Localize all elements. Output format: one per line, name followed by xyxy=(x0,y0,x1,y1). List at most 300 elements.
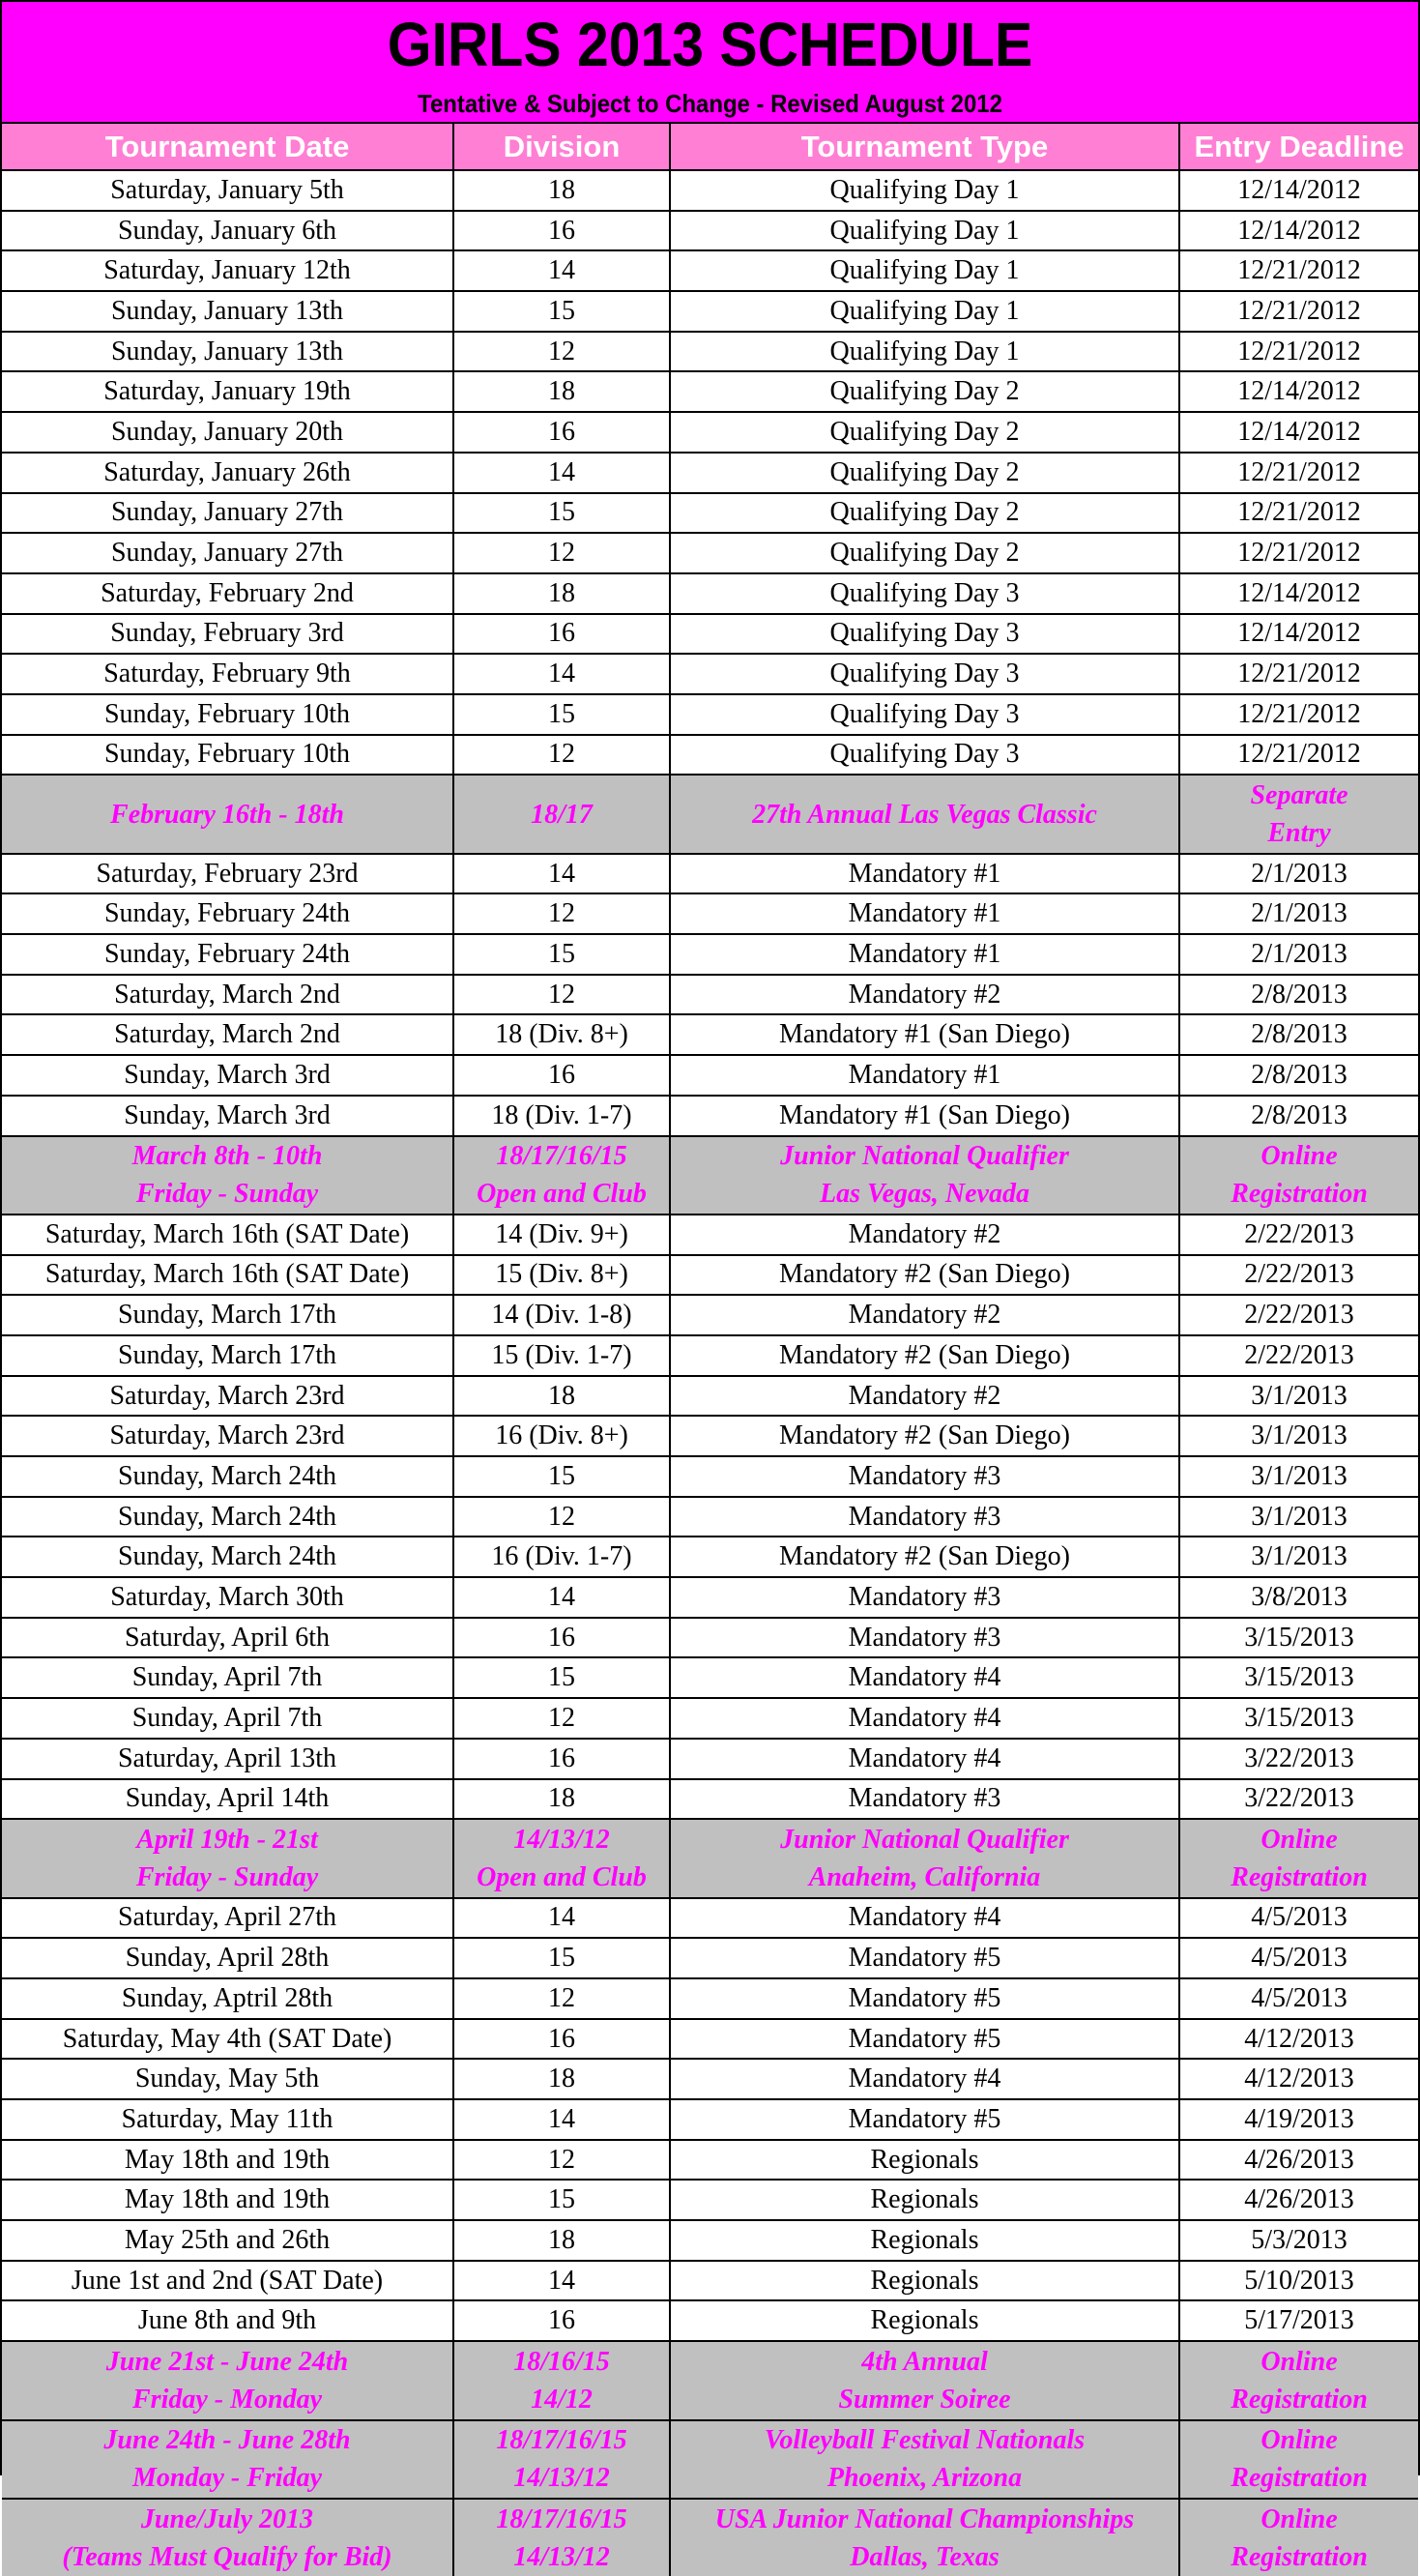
cell-type: Qualifying Day 3 xyxy=(670,573,1179,614)
cell-date-line: Friday - Sunday xyxy=(135,1861,319,1892)
cell-division xyxy=(453,2341,670,2419)
header-tournament-type: Tournament Type xyxy=(670,124,1179,170)
cell-division: 14 xyxy=(453,453,670,493)
cell-division: 14 xyxy=(453,2261,670,2301)
cell-division: 18 xyxy=(453,170,670,211)
cell-type: Regionals xyxy=(670,2220,1179,2261)
cell-division: 15 xyxy=(453,291,670,332)
cell-date: Saturday, January 26th xyxy=(2,453,453,493)
cell-deadline: 3/15/2013 xyxy=(1179,1618,1418,1658)
cell-date: May 18th and 19th xyxy=(2,2140,453,2181)
cell-type xyxy=(670,775,1179,853)
table-row xyxy=(2,1255,1418,1296)
table-row xyxy=(2,893,1418,934)
cell-division-line: 18/17/16/15 xyxy=(496,1141,627,1172)
cell-deadline: 2/8/2013 xyxy=(1179,1014,1418,1055)
cell-division: 12 xyxy=(453,1698,670,1739)
cell-date: Saturday, March 2nd xyxy=(2,975,453,1015)
cell-date: Sunday, May 5th xyxy=(2,2059,453,2099)
schedule-rows xyxy=(2,170,1418,2576)
cell-division-line: 14/13/12 xyxy=(513,1824,610,1855)
cell-type: Mandatory #4 xyxy=(670,1698,1179,1739)
cell-date: Sunday, February 3rd xyxy=(2,614,453,655)
cell-deadline: 12/21/2012 xyxy=(1179,533,1418,573)
cell-type: Regionals xyxy=(670,2300,1179,2341)
cell-division-line: Open and Club xyxy=(477,1861,647,1892)
cell-deadline: 4/12/2013 xyxy=(1179,2059,1418,2099)
cell-type xyxy=(670,2499,1179,2576)
cell-division: 18 xyxy=(453,1376,670,1417)
cell-deadline xyxy=(1179,775,1418,853)
cell-type: Qualifying Day 2 xyxy=(670,371,1179,412)
cell-division: 16 (Div. 1-7) xyxy=(453,1537,670,1577)
cell-date: Sunday, March 3rd xyxy=(2,1055,453,1096)
cell-date: Sunday, January 13th xyxy=(2,291,453,332)
table-row xyxy=(2,934,1418,975)
cell-division xyxy=(453,1136,670,1215)
table-row xyxy=(2,1938,1418,1978)
cell-date: Saturday, May 11th xyxy=(2,2099,453,2140)
cell-division: 16 xyxy=(453,1739,670,1779)
cell-division xyxy=(453,1819,670,1897)
cell-date: Sunday, March 24th xyxy=(2,1537,453,1577)
cell-division: 18 (Div. 1-7) xyxy=(453,1096,670,1136)
cell-deadline: 2/22/2013 xyxy=(1179,1255,1418,1296)
cell-date: May 18th and 19th xyxy=(2,2180,453,2220)
cell-deadline: 2/22/2013 xyxy=(1179,1215,1418,1255)
cell-date-line: Friday - Sunday xyxy=(135,1179,319,1210)
cell-type: Qualifying Day 2 xyxy=(670,412,1179,453)
cell-deadline: 2/1/2013 xyxy=(1179,893,1418,934)
cell-division: 12 xyxy=(453,533,670,573)
cell-deadline xyxy=(1179,1136,1418,1215)
table-row xyxy=(2,170,1418,211)
cell-type: Mandatory #2 xyxy=(670,975,1179,1015)
cell-type: Qualifying Day 3 xyxy=(670,654,1179,694)
cell-division xyxy=(453,2420,670,2499)
cell-division: 12 xyxy=(453,735,670,776)
cell-type: Mandatory #2 (San Diego) xyxy=(670,1255,1179,1296)
cell-deadline: 5/10/2013 xyxy=(1179,2261,1418,2301)
cell-division: 14 xyxy=(453,1577,670,1618)
table-row xyxy=(2,1014,1418,1055)
cell-date: Saturday, February 23rd xyxy=(2,854,453,894)
cell-division: 15 xyxy=(453,1657,670,1698)
cell-type: Mandatory #5 xyxy=(670,2099,1179,2140)
cell-type: Mandatory #4 xyxy=(670,1657,1179,1698)
cell-deadline: 3/1/2013 xyxy=(1179,1416,1418,1456)
cell-deadline: 5/17/2013 xyxy=(1179,2300,1418,2341)
cell-type-line: Anaheim, California xyxy=(808,1861,1041,1892)
cell-deadline: 4/12/2013 xyxy=(1179,2019,1418,2060)
cell-division-line: Open and Club xyxy=(477,1179,647,1210)
cell-deadline xyxy=(1179,1819,1418,1897)
cell-deadline: 3/22/2013 xyxy=(1179,1739,1418,1779)
cell-date xyxy=(2,1136,453,1215)
table-row xyxy=(2,250,1418,291)
event-row xyxy=(2,2420,1418,2499)
cell-date-line: March 8th - 10th xyxy=(131,1141,323,1172)
cell-type: Qualifying Day 2 xyxy=(670,533,1179,573)
cell-date: Saturday, February 9th xyxy=(2,654,453,694)
cell-division: 16 xyxy=(453,614,670,655)
cell-date: Sunday, March 24th xyxy=(2,1497,453,1537)
cell-date: Sunday, January 27th xyxy=(2,493,453,534)
cell-date-line: June/July 2013 xyxy=(140,2503,314,2534)
cell-division: 14 (Div. 1-8) xyxy=(453,1295,670,1335)
cell-date: Saturday, January 12th xyxy=(2,250,453,291)
cell-deadline-line: Online xyxy=(1261,2346,1338,2377)
cell-division-line: 18/16/15 xyxy=(513,2346,610,2377)
cell-type: Mandatory #5 xyxy=(670,1938,1179,1978)
event-row xyxy=(2,775,1418,853)
cell-type: Qualifying Day 1 xyxy=(670,211,1179,251)
cell-type: Mandatory #3 xyxy=(670,1497,1179,1537)
cell-type: Qualifying Day 2 xyxy=(670,493,1179,534)
table-row xyxy=(2,2261,1418,2301)
cell-deadline-line: Registration xyxy=(1231,2463,1368,2494)
cell-division: 18 xyxy=(453,573,670,614)
event-row xyxy=(2,1136,1418,1215)
table-row xyxy=(2,1335,1418,1376)
cell-type: Regionals xyxy=(670,2180,1179,2220)
cell-type-line: Dallas, Texas xyxy=(850,2541,1000,2572)
table-row xyxy=(2,2140,1418,2181)
table-row xyxy=(2,694,1418,735)
cell-type: Mandatory #2 (San Diego) xyxy=(670,1335,1179,1376)
cell-division: 15 xyxy=(453,1938,670,1978)
table-row xyxy=(2,1898,1418,1939)
cell-division: 12 xyxy=(453,975,670,1015)
table-row xyxy=(2,854,1418,894)
cell-division-line: 14/13/12 xyxy=(513,2541,610,2572)
table-row xyxy=(2,1096,1418,1136)
cell-division-line: 18/17 xyxy=(531,799,593,830)
cell-division: 12 xyxy=(453,2140,670,2181)
cell-date: Sunday, January 13th xyxy=(2,332,453,372)
table-row xyxy=(2,1497,1418,1537)
cell-deadline-line: Registration xyxy=(1231,2541,1368,2572)
cell-type-line: 4th Annual xyxy=(861,2346,988,2377)
cell-type: Qualifying Day 3 xyxy=(670,614,1179,655)
cell-date: Saturday, January 19th xyxy=(2,371,453,412)
table-row xyxy=(2,614,1418,655)
cell-deadline: 12/21/2012 xyxy=(1179,291,1418,332)
cell-date: Saturday, May 4th (SAT Date) xyxy=(2,2019,453,2060)
cell-date: Saturday, April 13th xyxy=(2,1739,453,1779)
cell-deadline: 5/3/2013 xyxy=(1179,2220,1418,2261)
cell-type-line: Las Vegas, Nevada xyxy=(820,1179,1029,1210)
cell-date xyxy=(2,775,453,853)
cell-date-line: Monday - Friday xyxy=(132,2463,322,2494)
table-row xyxy=(2,493,1418,534)
table-row xyxy=(2,211,1418,251)
cell-deadline xyxy=(1179,2420,1418,2499)
cell-date: Saturday, April 27th xyxy=(2,1898,453,1939)
cell-date: Saturday, March 30th xyxy=(2,1577,453,1618)
cell-type: Regionals xyxy=(670,2140,1179,2181)
cell-type: Qualifying Day 1 xyxy=(670,291,1179,332)
cell-type xyxy=(670,2341,1179,2419)
cell-division: 18 xyxy=(453,2220,670,2261)
cell-deadline: 2/1/2013 xyxy=(1179,854,1418,894)
cell-deadline: 12/21/2012 xyxy=(1179,654,1418,694)
cell-date: Sunday, Aptril 28th xyxy=(2,1978,453,2019)
cell-division: 15 xyxy=(453,2180,670,2220)
cell-date-line: Friday - Monday xyxy=(132,2384,322,2415)
cell-division: 14 xyxy=(453,1898,670,1939)
cell-date: Sunday, April 14th xyxy=(2,1779,453,1820)
title-block xyxy=(2,2,1418,124)
cell-type: Mandatory #5 xyxy=(670,2019,1179,2060)
cell-date: June 8th and 9th xyxy=(2,2300,453,2341)
table-row xyxy=(2,1537,1418,1577)
cell-date xyxy=(2,2420,453,2499)
cell-deadline: 4/5/2013 xyxy=(1179,1978,1418,2019)
event-row xyxy=(2,2499,1418,2576)
header-tournament-date: Tournament Date xyxy=(2,124,453,170)
table-row xyxy=(2,1577,1418,1618)
table-row xyxy=(2,371,1418,412)
cell-deadline-line: Separate xyxy=(1250,780,1348,810)
cell-date: Sunday, January 20th xyxy=(2,412,453,453)
cell-deadline: 4/26/2013 xyxy=(1179,2180,1418,2220)
cell-date: June 1st and 2nd (SAT Date) xyxy=(2,2261,453,2301)
cell-deadline: 2/8/2013 xyxy=(1179,975,1418,1015)
table-row xyxy=(2,1698,1418,1739)
cell-deadline-line: Online xyxy=(1261,1141,1338,1172)
cell-deadline: 4/19/2013 xyxy=(1179,2099,1418,2140)
cell-type: Mandatory #1 xyxy=(670,854,1179,894)
cell-division: 15 xyxy=(453,493,670,534)
cell-division: 14 xyxy=(453,654,670,694)
cell-date: Saturday, March 16th (SAT Date) xyxy=(2,1215,453,1255)
cell-date: Sunday, February 10th xyxy=(2,735,453,776)
cell-deadline-line: Registration xyxy=(1231,2384,1368,2415)
cell-date: Sunday, January 27th xyxy=(2,533,453,573)
cell-type: Mandatory #2 xyxy=(670,1295,1179,1335)
table-row xyxy=(2,735,1418,776)
cell-date xyxy=(2,1819,453,1897)
header-row xyxy=(2,124,1418,170)
table-row xyxy=(2,1657,1418,1698)
cell-date: Saturday, January 5th xyxy=(2,170,453,211)
cell-type-line: Junior National Qualifier xyxy=(780,1824,1069,1855)
cell-division: 18 xyxy=(453,1779,670,1820)
cell-division: 14 (Div. 9+) xyxy=(453,1215,670,1255)
cell-division: 16 xyxy=(453,412,670,453)
cell-deadline: 3/1/2013 xyxy=(1179,1537,1418,1577)
cell-date: Saturday, March 23rd xyxy=(2,1376,453,1417)
cell-type-line: Summer Soiree xyxy=(838,2384,1011,2415)
cell-division: 16 xyxy=(453,2300,670,2341)
cell-division: 14 xyxy=(453,250,670,291)
cell-type: Qualifying Day 1 xyxy=(670,170,1179,211)
cell-date: Sunday, March 17th xyxy=(2,1295,453,1335)
cell-deadline: 3/15/2013 xyxy=(1179,1698,1418,1739)
cell-date: Sunday, March 3rd xyxy=(2,1096,453,1136)
cell-deadline: 2/1/2013 xyxy=(1179,934,1418,975)
cell-deadline-line: Registration xyxy=(1231,1861,1368,1892)
cell-type: Qualifying Day 1 xyxy=(670,332,1179,372)
cell-date xyxy=(2,2341,453,2419)
cell-division-line: 18/17/16/15 xyxy=(496,2425,627,2456)
cell-division: 12 xyxy=(453,893,670,934)
cell-deadline xyxy=(1179,2341,1418,2419)
cell-type: Mandatory #3 xyxy=(670,1577,1179,1618)
cell-division: 15 xyxy=(453,694,670,735)
cell-deadline: 4/5/2013 xyxy=(1179,1898,1418,1939)
cell-date: Sunday, March 17th xyxy=(2,1335,453,1376)
cell-deadline: 12/21/2012 xyxy=(1179,735,1418,776)
cell-type-line: 27th Annual Las Vegas Classic xyxy=(752,799,1097,830)
cell-division: 15 (Div. 1-7) xyxy=(453,1335,670,1376)
cell-type-line: Junior National Qualifier xyxy=(780,1141,1069,1172)
cell-date: Sunday, April 28th xyxy=(2,1938,453,1978)
cell-division: 16 xyxy=(453,1618,670,1658)
cell-deadline: 12/21/2012 xyxy=(1179,250,1418,291)
table-row xyxy=(2,1779,1418,1820)
cell-division: 16 xyxy=(453,1055,670,1096)
page-subtitle: Tentative & Subject to Change - Revised August 2012 xyxy=(418,89,1002,118)
table-row xyxy=(2,291,1418,332)
cell-deadline: 3/1/2013 xyxy=(1179,1376,1418,1417)
cell-deadline-line: Online xyxy=(1261,2503,1338,2534)
cell-type: Qualifying Day 2 xyxy=(670,453,1179,493)
cell-deadline: 4/26/2013 xyxy=(1179,2140,1418,2181)
table-row xyxy=(2,1456,1418,1497)
cell-deadline: 3/15/2013 xyxy=(1179,1657,1418,1698)
header-entry-deadline: Entry Deadline xyxy=(1179,124,1418,170)
table-row xyxy=(2,975,1418,1015)
cell-type: Regionals xyxy=(670,2261,1179,2301)
cell-deadline: 4/5/2013 xyxy=(1179,1938,1418,1978)
cell-deadline-line: Entry xyxy=(1267,818,1331,848)
cell-type: Qualifying Day 3 xyxy=(670,735,1179,776)
cell-date: Sunday, April 7th xyxy=(2,1657,453,1698)
cell-division-line: 14/13/12 xyxy=(513,2463,610,2494)
cell-division: 14 xyxy=(453,854,670,894)
event-row xyxy=(2,1819,1418,1897)
cell-type: Mandatory #2 xyxy=(670,1215,1179,1255)
cell-type: Mandatory #1 xyxy=(670,934,1179,975)
header-division: Division xyxy=(453,124,670,170)
cell-deadline-line: Online xyxy=(1261,2425,1338,2456)
cell-deadline xyxy=(1179,2499,1418,2576)
cell-division: 15 xyxy=(453,934,670,975)
table-row xyxy=(2,2019,1418,2060)
cell-date: Sunday, April 7th xyxy=(2,1698,453,1739)
cell-date-line: April 19th - 21st xyxy=(136,1824,318,1855)
cell-division: 16 (Div. 8+) xyxy=(453,1416,670,1456)
table-row xyxy=(2,1295,1418,1335)
table-row xyxy=(2,332,1418,372)
cell-deadline-line: Registration xyxy=(1231,1179,1368,1210)
table-row xyxy=(2,1055,1418,1096)
cell-date: Saturday, April 6th xyxy=(2,1618,453,1658)
cell-type: Mandatory #3 xyxy=(670,1618,1179,1658)
event-row xyxy=(2,2341,1418,2419)
cell-deadline: 2/8/2013 xyxy=(1179,1055,1418,1096)
cell-type xyxy=(670,1819,1179,1897)
cell-division: 15 xyxy=(453,1456,670,1497)
cell-date: Saturday, March 23rd xyxy=(2,1416,453,1456)
cell-type: Mandatory #3 xyxy=(670,1779,1179,1820)
cell-type-line: Volleyball Festival Nationals xyxy=(764,2425,1086,2456)
cell-deadline: 12/21/2012 xyxy=(1179,332,1418,372)
table-row xyxy=(2,1376,1418,1417)
cell-date: Sunday, March 24th xyxy=(2,1456,453,1497)
cell-deadline: 2/22/2013 xyxy=(1179,1295,1418,1335)
table-row xyxy=(2,1978,1418,2019)
cell-type xyxy=(670,2420,1179,2499)
cell-division: 16 xyxy=(453,2019,670,2060)
table-row xyxy=(2,1618,1418,1658)
cell-date: Saturday, February 2nd xyxy=(2,573,453,614)
table-row xyxy=(2,2300,1418,2341)
cell-date-line: (Teams Must Qualify for Bid) xyxy=(62,2541,392,2572)
cell-type: Mandatory #1 xyxy=(670,1055,1179,1096)
cell-division xyxy=(453,775,670,853)
table-row xyxy=(2,533,1418,573)
cell-deadline: 12/21/2012 xyxy=(1179,453,1418,493)
table-row xyxy=(2,1739,1418,1779)
page-title: GIRLS 2013 SCHEDULE xyxy=(387,10,1033,79)
table-row xyxy=(2,2059,1418,2099)
cell-type: Mandatory #4 xyxy=(670,1739,1179,1779)
cell-type xyxy=(670,1136,1179,1215)
cell-type: Qualifying Day 3 xyxy=(670,694,1179,735)
cell-type: Mandatory #1 (San Diego) xyxy=(670,1096,1179,1136)
cell-division: 15 (Div. 8+) xyxy=(453,1255,670,1296)
cell-division: 12 xyxy=(453,1978,670,2019)
cell-deadline: 12/14/2012 xyxy=(1179,170,1418,211)
cell-division: 18 xyxy=(453,2059,670,2099)
cell-date xyxy=(2,2499,453,2576)
cell-deadline: 2/8/2013 xyxy=(1179,1096,1418,1136)
cell-date: May 25th and 26th xyxy=(2,2220,453,2261)
cell-division-line: 18/17/16/15 xyxy=(496,2503,627,2534)
cell-type: Mandatory #3 xyxy=(670,1456,1179,1497)
cell-date: Sunday, January 6th xyxy=(2,211,453,251)
cell-deadline: 3/22/2013 xyxy=(1179,1779,1418,1820)
cell-date-line: June 24th - June 28th xyxy=(103,2425,351,2456)
cell-deadline: 3/1/2013 xyxy=(1179,1497,1418,1537)
cell-division: 12 xyxy=(453,1497,670,1537)
cell-type: Mandatory #1 (San Diego) xyxy=(670,1014,1179,1055)
table-row xyxy=(2,1416,1418,1456)
cell-type: Mandatory #2 (San Diego) xyxy=(670,1416,1179,1456)
table-row xyxy=(2,2220,1418,2261)
cell-deadline: 2/22/2013 xyxy=(1179,1335,1418,1376)
cell-division: 16 xyxy=(453,211,670,251)
cell-type: Mandatory #4 xyxy=(670,1898,1179,1939)
cell-date: Saturday, March 2nd xyxy=(2,1014,453,1055)
cell-division-line: 14/12 xyxy=(531,2384,593,2415)
cell-type-line: Phoenix, Arizona xyxy=(826,2463,1023,2494)
cell-division: 18 (Div. 8+) xyxy=(453,1014,670,1055)
cell-division: 14 xyxy=(453,2099,670,2140)
cell-date-line: June 21st - June 24th xyxy=(105,2346,349,2377)
cell-type: Qualifying Day 1 xyxy=(670,250,1179,291)
cell-date-line: February 16th - 18th xyxy=(110,799,344,830)
table-row xyxy=(2,573,1418,614)
cell-type: Mandatory #2 xyxy=(670,1376,1179,1417)
cell-deadline: 3/1/2013 xyxy=(1179,1456,1418,1497)
table-row xyxy=(2,412,1418,453)
cell-date: Sunday, February 24th xyxy=(2,934,453,975)
cell-deadline: 12/14/2012 xyxy=(1179,211,1418,251)
